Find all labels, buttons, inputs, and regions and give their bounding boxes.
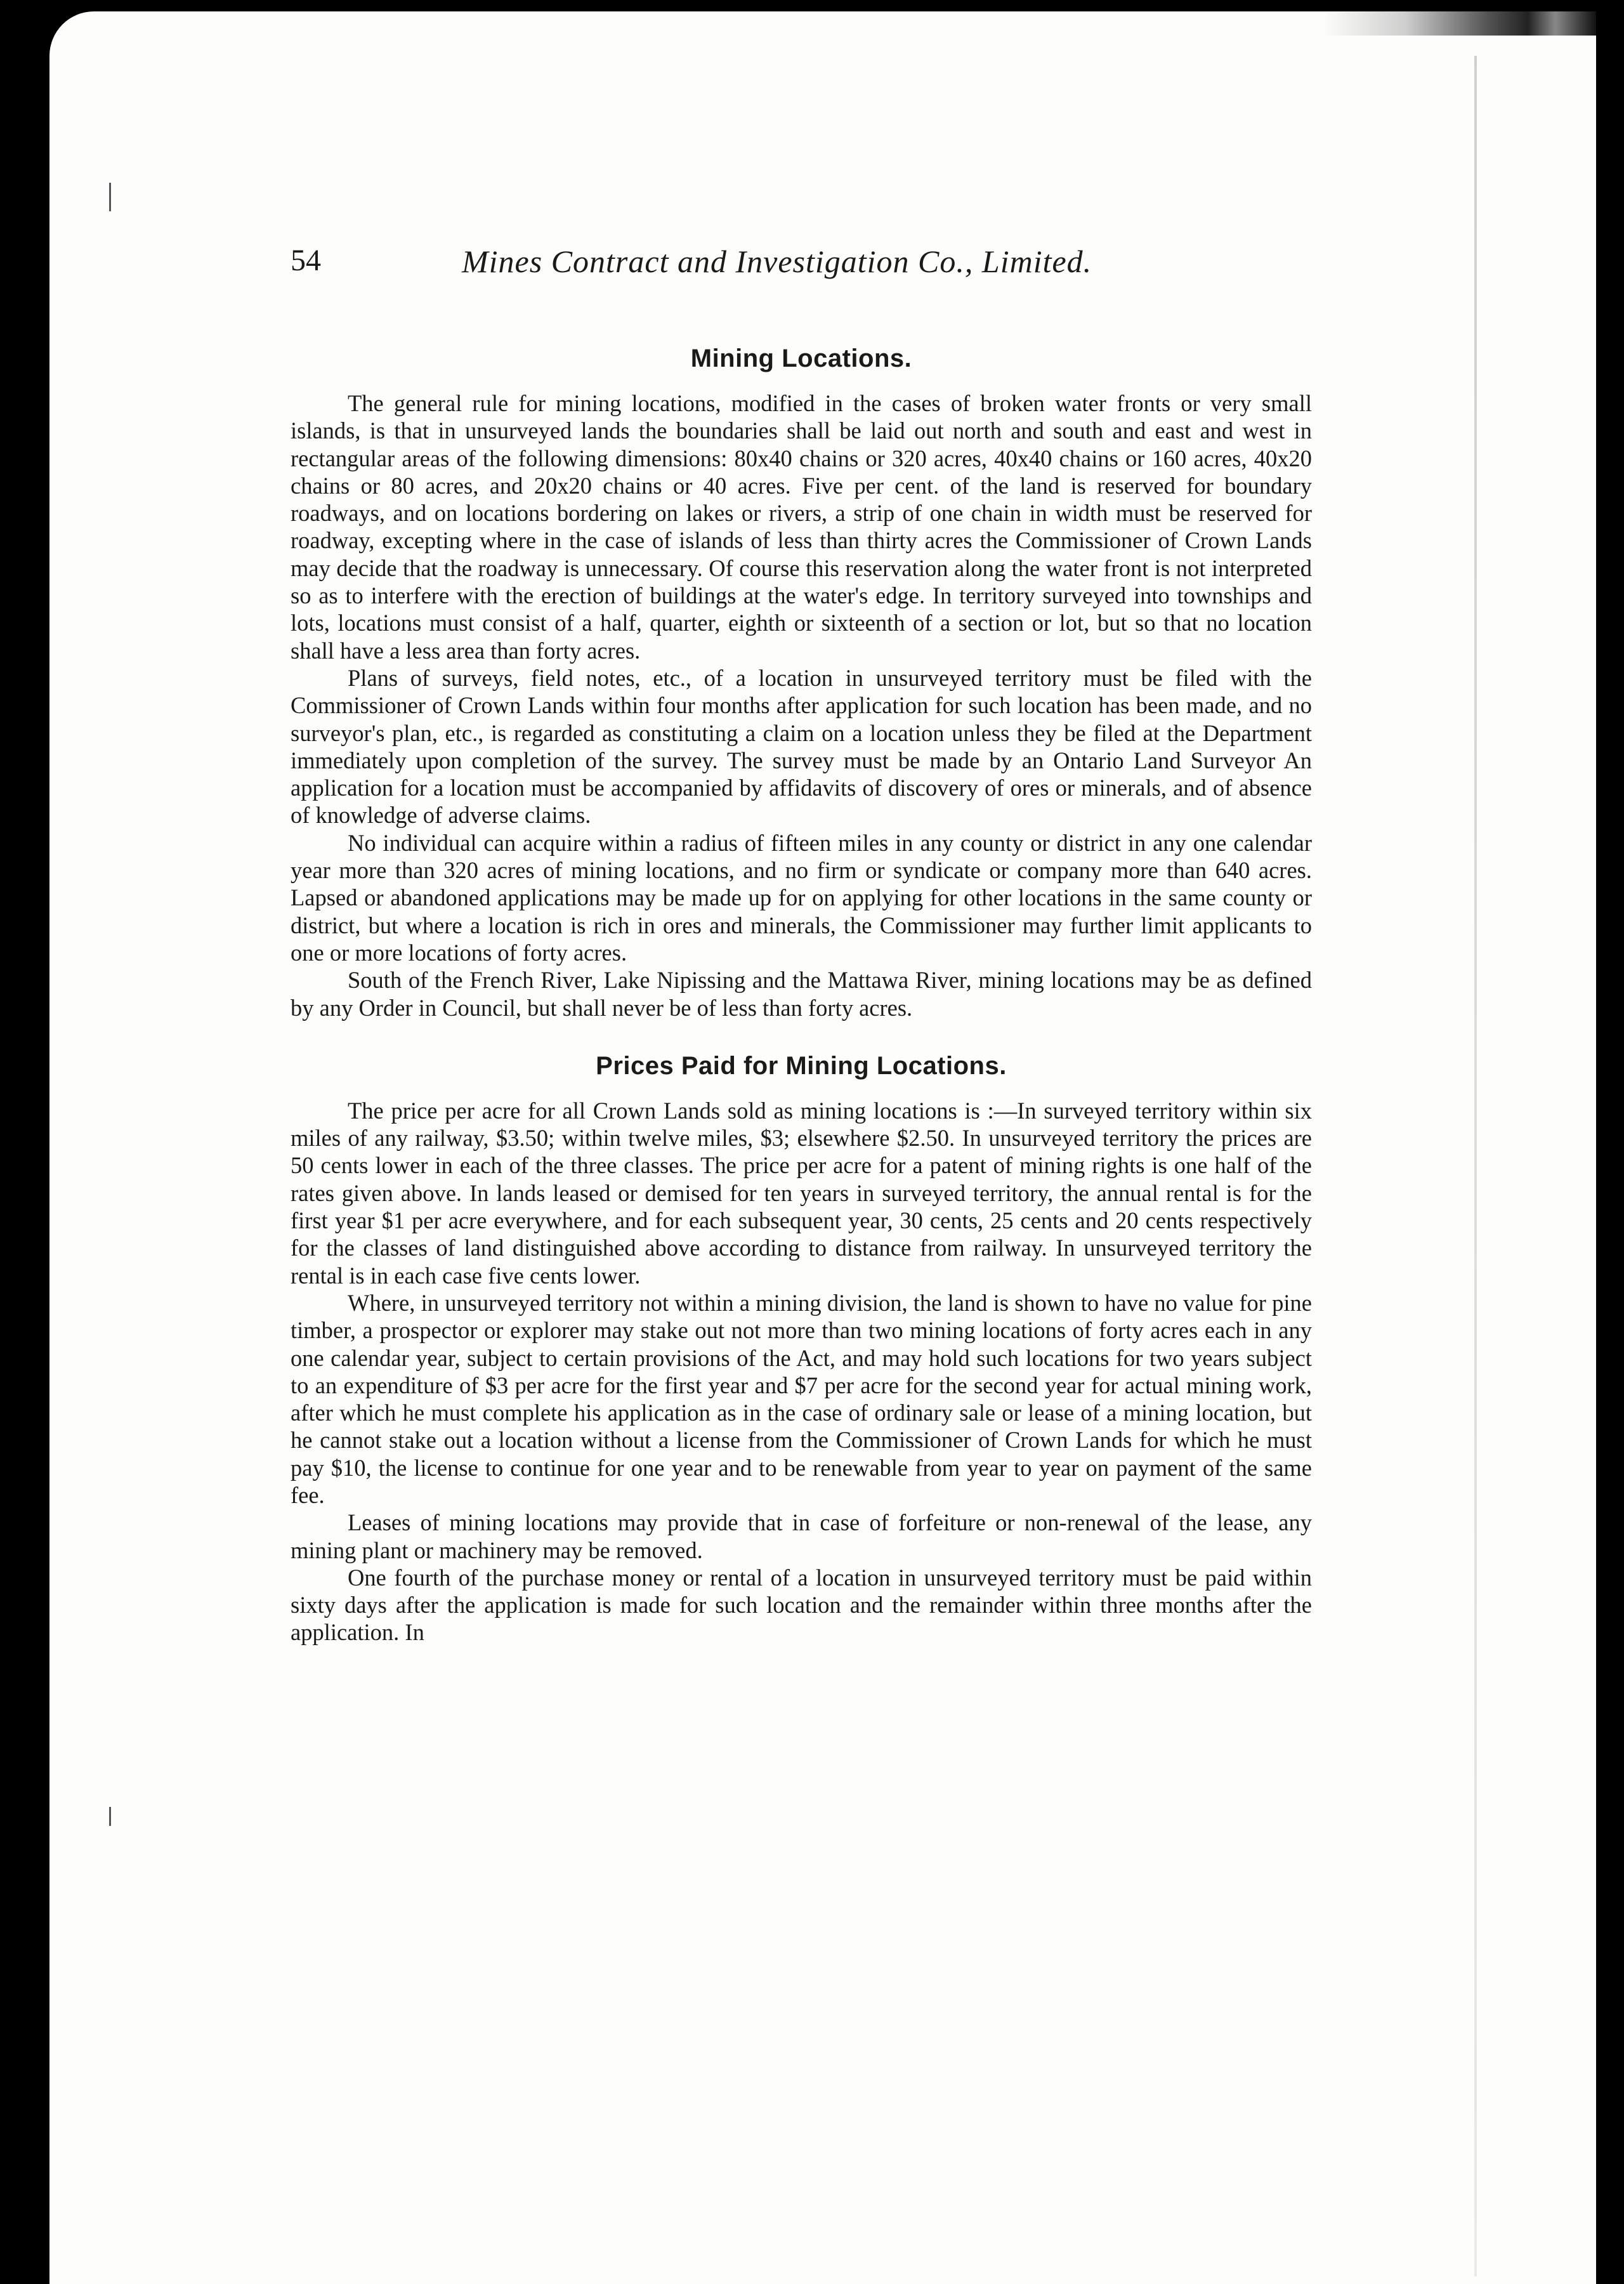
paragraph: Where, in unsurveyed territory not within a mining division, the land is shown to have no value for pine timber, a prospector or explorer may stake out not more than two mining locations of forty acres each in any one calendar year, subject to certain provisions of the Act, and may hold such locations for two years subject to an expenditure of $3 per acre for the first year and $7 per acre for the second year for actual mining work, after which he must complete his application as in the case of ordinary sale or lease of a mining location, but he cannot stake out a location without a license from the Commissioner of Crown Lands for which he must pay $10, the license to continue for one year and to be renewable from year to year on payment of the same fee. xyxy=(291,1289,1312,1508)
page-number: 54 xyxy=(291,244,321,277)
scan-edge-artifact xyxy=(1323,11,1596,36)
scanned-page xyxy=(49,11,1596,2284)
binding-mark xyxy=(109,1807,111,1826)
binding-mark xyxy=(109,183,111,211)
paragraph: The general rule for mining locations, modified in the cases of broken water fronts or very small islands, is that in unsurveyed lands the boundaries shall be laid out north and south and east and west in rectangular areas of the following dimensions: 80x40 chains or 320 acres, 40x40 chains or 160 acres, 40x20 chains or 80 acres, and 20x20 chains or 40 acres. Five per cent. of the land is reserved for boundary roadways, and on locations bordering on lakes or rivers, a strip of one chain in width must be reserved for roadway, excepting where in the case of islands of less than thirty acres the Commissioner of Crown Lands may decide that the roadway is unnecessary. Of course this reservation along the water front is not interpreted so as to interfere with the erection of buildings at the water's edge. In territory surveyed into townships and lots, locations must consist of a half, quarter, eighth or sixteenth of a section or lot, but so that no location shall have a less area than forty acres. xyxy=(291,390,1312,664)
paragraph: No individual can acquire within a radius of fifteen miles in any county or district in any one calendar year more than 320 acres of mining locations, and no firm or syndicate or company more than 640 acres. Lapsed or abandoned applications may be made up for on applying for other locations in the same county or district, but where a location is rich in ores and minerals, the Commissioner may further limit applicants to one or more locations of forty acres. xyxy=(291,829,1312,966)
paragraph: Leases of mining locations may provide that in case of forfeiture or non-renewal of the lease, any mining plant or machinery may be removed. xyxy=(291,1509,1312,1563)
section-heading-mining-locations: Mining Locations. xyxy=(690,345,912,372)
page-fold-shadow xyxy=(1474,56,1477,2276)
paragraph: The price per acre for all Crown Lands sold as mining locations is :—In surveyed territory within six miles of any railway, $3.50; within twelve miles, $3; elsewhere $2.50. In unsurveyed territory the prices are 50 cents lower in each of the three classes. The price per acre for a patent of mining rights is one half of the rates given above. In lands leased or demised for ten years in surveyed territory, the annual rental is for the first year $1 per acre everywhere, and for each subsequent year, 30 cents, 25 cents and 20 cents respectively for the classes of land distinguished above according to distance from railway. In unsurveyed territory the rental is in each case five cents lower. xyxy=(291,1097,1312,1289)
section-heading-prices-paid: Prices Paid for Mining Locations. xyxy=(596,1051,1007,1080)
paragraph: One fourth of the purchase money or rental of a location in unsurveyed territory must be paid within sixty days after the application is made for such location and the remainder within three months after the application. In xyxy=(291,1564,1312,1646)
page-header xyxy=(291,243,1382,287)
paragraph: Plans of surveys, field notes, etc., of a location in unsurveyed territory must be filed with the Commissioner of Crown Lands within four months after application for such location has been made, and no surveyor's plan, etc., is regarded as constituting a claim on a location unless they be filed at the Department immediately upon completion of the survey. The survey must be made by an Ontario Land Surveyor An application for a location must be accompanied by affidavits of discovery of ores or minerals, and of absence of knowledge of adverse claims. xyxy=(291,664,1312,829)
page-body xyxy=(291,345,1312,1646)
running-head: Mines Contract and Investigation Co., Limited. xyxy=(462,244,1092,279)
paragraph: South of the French River, Lake Nipissing and the Mattawa River, mining locations may be as defined by any Order in Council, but shall never be of less than forty acres. xyxy=(291,967,1312,1021)
